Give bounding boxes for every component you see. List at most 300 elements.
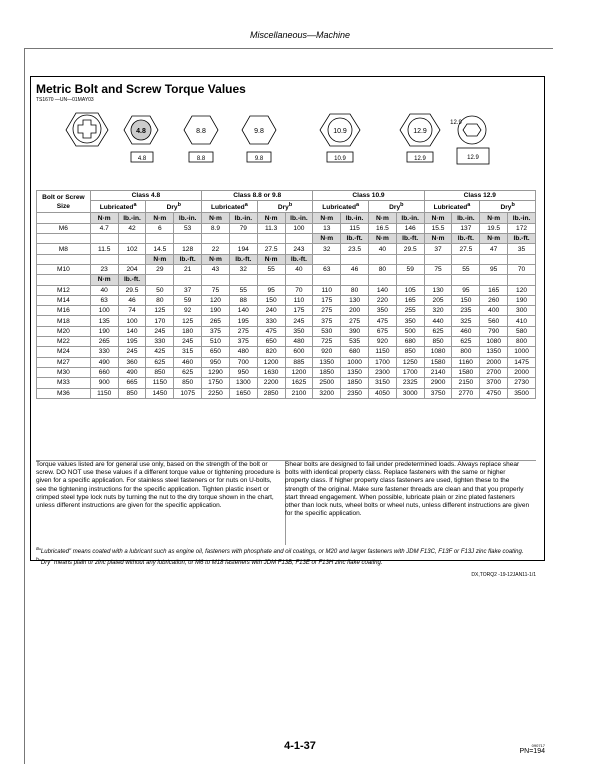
unit-row-spacer — [37, 213, 91, 223]
torque-value-cell: 16.5 — [369, 223, 397, 233]
unit-blank — [202, 234, 230, 244]
table-unit-row — [37, 234, 536, 244]
torque-value-cell: 14.5 — [146, 244, 174, 254]
part-number — [520, 743, 546, 755]
torque-value-cell: 63 — [90, 295, 118, 305]
torque-value-cell: 46 — [341, 264, 369, 274]
torque-value-cell: 75 — [424, 264, 452, 274]
table-row — [37, 264, 536, 274]
unit-blank — [341, 275, 369, 285]
unit-nm: N·m — [369, 213, 397, 223]
bolt-size-cell: M12 — [37, 285, 91, 295]
bolt-size-cell: M20 — [37, 326, 91, 336]
torque-value-cell: 2250 — [202, 388, 230, 398]
torque-value-cell: 475 — [369, 316, 397, 326]
torque-value-cell: 42 — [118, 223, 146, 233]
torque-value-cell: 40 — [369, 244, 397, 254]
torque-value-cell: 900 — [90, 378, 118, 388]
socket-mark-12-9: 12.9 — [450, 120, 462, 126]
torque-value-cell: 275 — [341, 316, 369, 326]
nut-mark-8-8: 8.8 — [196, 156, 206, 162]
torque-value-cell: 300 — [508, 306, 536, 316]
torque-value-cell: 21 — [174, 264, 202, 274]
bolt-head-unmarked — [66, 113, 108, 146]
head-mark-8-8: 8.8 — [196, 128, 206, 135]
bolt-size-cell: M27 — [37, 357, 91, 367]
torque-value-cell: 475 — [257, 326, 285, 336]
table-unit-row — [37, 213, 536, 223]
unit-lb: lb.-ft. — [118, 275, 146, 285]
unit-nm: N·m — [480, 213, 508, 223]
torque-value-cell: 195 — [229, 316, 257, 326]
torque-value-cell: 700 — [229, 357, 257, 367]
torque-value-cell: 1700 — [396, 367, 424, 377]
unit-blank — [118, 234, 146, 244]
torque-value-cell: 2000 — [508, 367, 536, 377]
torque-value-cell: 2300 — [369, 367, 397, 377]
unit-blank — [118, 254, 146, 264]
bolt-head-8-8 — [184, 116, 218, 162]
torque-value-cell: 32 — [313, 244, 341, 254]
torque-value-cell: 1450 — [146, 388, 174, 398]
unit-blank — [313, 275, 341, 285]
unit-nm: N·m — [90, 275, 118, 285]
torque-value-cell: 80 — [146, 295, 174, 305]
torque-value-cell: 425 — [146, 347, 174, 357]
unit-nm: N·m — [424, 234, 452, 244]
table-row — [37, 285, 536, 295]
notes-section — [36, 460, 536, 518]
torque-value-cell: 820 — [257, 347, 285, 357]
torque-value-cell: 530 — [313, 326, 341, 336]
torque-value-cell: 800 — [452, 347, 480, 357]
unit-lb: lb.-ft. — [452, 234, 480, 244]
unit-lb: lb.-in. — [229, 213, 257, 223]
unit-blank — [508, 254, 536, 264]
torque-value-cell: 625 — [146, 357, 174, 367]
class-header-8-8: Class 8.8 or 9.8 — [202, 191, 313, 201]
unit-blank — [285, 234, 313, 244]
torque-value-cell: 2350 — [341, 388, 369, 398]
torque-value-cell: 200 — [341, 306, 369, 316]
torque-value-cell: 1200 — [257, 357, 285, 367]
torque-value-cell: 15.5 — [424, 223, 452, 233]
torque-value-cell: 137 — [452, 223, 480, 233]
torque-value-cell: 29.5 — [118, 285, 146, 295]
torque-value-cell: 195 — [118, 337, 146, 347]
torque-value-cell: 245 — [146, 326, 174, 336]
torque-value-cell: 680 — [396, 337, 424, 347]
unit-blank — [452, 254, 480, 264]
torque-value-cell: 70 — [508, 264, 536, 274]
torque-value-cell: 1700 — [369, 357, 397, 367]
unit-nm: N·m — [146, 254, 174, 264]
torque-value-cell: 235 — [452, 306, 480, 316]
torque-value-cell: 440 — [424, 316, 452, 326]
torque-value-cell: 950 — [202, 357, 230, 367]
nut-mark-12-9: 12.9 — [414, 156, 426, 162]
torque-value-cell: 375 — [313, 316, 341, 326]
torque-value-cell: 140 — [118, 326, 146, 336]
torque-value-cell: 410 — [508, 316, 536, 326]
class-header-4-8: Class 4.8 — [90, 191, 201, 201]
unit-lb: lb.-in. — [396, 213, 424, 223]
lubricated-header: Lubricated$^a$ — [90, 201, 146, 213]
unit-nm: N·m — [424, 213, 452, 223]
unit-lb: lb.-ft. — [285, 254, 313, 264]
torque-value-cell: 510 — [202, 337, 230, 347]
torque-value-cell: 265 — [202, 316, 230, 326]
torque-value-cell: 320 — [424, 306, 452, 316]
torque-value-cell: 4.7 — [90, 223, 118, 233]
note-left: Torque values listed are for general use only, based on the strength of the bolt or screw. DO NOT use these values if a different torque value or tightening procedure is given for a specific application. For stainless steel fasteners or for nuts on U-bolts, see the tightening instructions for the specific application. Tighten plastic insert or crimped steel type lock nuts by turning the nut to the dry torque shown in the chart, unless different instructions are given for the specific application. — [36, 461, 286, 545]
table-body — [37, 213, 536, 398]
torque-value-cell: 100 — [90, 306, 118, 316]
torque-value-cell: 204 — [118, 264, 146, 274]
footnote-b: $^b$"Dry" means plain or zinc plated without any lubrication, or M6 to M18 fasteners with JDM F13B, F13E or F13H zinc flake coating. — [36, 556, 383, 566]
torque-value-cell: 1200 — [285, 367, 313, 377]
torque-value-cell: 100 — [285, 223, 313, 233]
torque-value-cell: 105 — [396, 285, 424, 295]
torque-value-cell: 40 — [285, 264, 313, 274]
torque-value-cell: 330 — [146, 337, 174, 347]
torque-value-cell: 1580 — [424, 357, 452, 367]
table-row — [37, 357, 536, 367]
unit-blank — [174, 275, 202, 285]
torque-value-cell: 255 — [396, 306, 424, 316]
bolt-size-cell: M6 — [37, 223, 91, 233]
torque-value-cell: 120 — [202, 295, 230, 305]
torque-value-cell: 1080 — [424, 347, 452, 357]
unit-lb: lb.-ft. — [341, 234, 369, 244]
torque-value-cell: 1650 — [229, 388, 257, 398]
torque-value-cell: 2700 — [480, 367, 508, 377]
part-number-text: PN=194 — [519, 748, 545, 755]
torque-value-cell: 360 — [118, 357, 146, 367]
torque-value-cell: 1150 — [90, 388, 118, 398]
torque-value-cell: 47 — [480, 244, 508, 254]
torque-value-cell: 8.9 — [202, 223, 230, 233]
torque-value-cell: 27.5 — [452, 244, 480, 254]
torque-value-cell: 665 — [118, 378, 146, 388]
torque-value-cell: 850 — [424, 337, 452, 347]
torque-value-cell: 1625 — [285, 378, 313, 388]
nut-mark-socket-12-9: 12.9 — [467, 155, 479, 161]
torque-value-cell: 315 — [174, 347, 202, 357]
torque-value-cell: 172 — [508, 223, 536, 233]
torque-value-cell: 245 — [118, 347, 146, 357]
torque-value-cell: 11.5 — [90, 244, 118, 254]
torque-value-cell: 29 — [146, 264, 174, 274]
unit-row-spacer — [37, 234, 91, 244]
torque-value-cell: 725 — [313, 337, 341, 347]
head-mark-12-9: 12.9 — [413, 128, 427, 135]
bolt-size-cell: M10 — [37, 264, 91, 274]
torque-value-cell: 22 — [202, 244, 230, 254]
dry-header: Dry$^b$ — [369, 201, 425, 213]
torque-value-cell: 350 — [285, 326, 313, 336]
dry-header: Dry$^b$ — [480, 201, 536, 213]
bolt-head-4-8 — [124, 116, 158, 162]
torque-value-cell: 43 — [202, 264, 230, 274]
nut-mark-4-8: 4.8 — [137, 156, 147, 162]
torque-value-cell: 350 — [369, 306, 397, 316]
torque-value-cell: 650 — [202, 347, 230, 357]
torque-value-cell: 1150 — [146, 378, 174, 388]
torque-value-cell: 55 — [257, 264, 285, 274]
unit-blank — [452, 275, 480, 285]
part-number-date: 090717 — [531, 743, 545, 748]
torque-value-cell: 1630 — [257, 367, 285, 377]
torque-value-cell: 3000 — [396, 388, 424, 398]
torque-value-cell: 3500 — [508, 388, 536, 398]
unit-nm: N·m — [90, 213, 118, 223]
torque-value-cell: 1250 — [396, 357, 424, 367]
torque-value-cell: 580 — [508, 326, 536, 336]
size-header-line2: Size — [56, 202, 70, 210]
torque-value-cell: 1350 — [313, 357, 341, 367]
torque-value-cell: 140 — [229, 306, 257, 316]
table-row — [37, 367, 536, 377]
torque-value-cell: 130 — [341, 295, 369, 305]
bolt-head-9-8 — [242, 116, 276, 162]
unit-lb: lb.-ft. — [229, 254, 257, 264]
torque-value-cell: 79 — [229, 223, 257, 233]
unit-blank — [480, 254, 508, 264]
torque-value-cell: 2325 — [396, 378, 424, 388]
torque-value-cell: 6 — [146, 223, 174, 233]
unit-blank — [229, 275, 257, 285]
torque-value-cell: 80 — [341, 285, 369, 295]
torque-value-cell: 375 — [202, 326, 230, 336]
bolt-size-cell: M36 — [37, 388, 91, 398]
torque-value-cell: 2140 — [424, 367, 452, 377]
class-header-10-9: Class 10.9 — [313, 191, 424, 201]
head-mark-4-8: 4.8 — [136, 128, 146, 135]
table-row — [37, 295, 536, 305]
torque-value-cell: 59 — [174, 295, 202, 305]
nut-mark-9-8: 9.8 — [254, 156, 264, 162]
unit-blank — [285, 275, 313, 285]
torque-value-cell: 135 — [90, 316, 118, 326]
torque-value-cell: 59 — [396, 264, 424, 274]
torque-value-cell: 460 — [452, 326, 480, 336]
head-mark-10-9: 10.9 — [333, 128, 347, 135]
unit-blank — [313, 254, 341, 264]
torque-value-cell: 120 — [508, 285, 536, 295]
footnotes — [36, 546, 536, 567]
torque-value-cell: 27.5 — [257, 244, 285, 254]
torque-value-cell: 535 — [341, 337, 369, 347]
torque-value-cell: 265 — [90, 337, 118, 347]
unit-blank — [369, 275, 397, 285]
torque-value-cell: 190 — [202, 306, 230, 316]
torque-value-cell: 920 — [369, 337, 397, 347]
unit-nm: N·m — [257, 213, 285, 223]
torque-value-cell: 850 — [146, 367, 174, 377]
torque-value-cell: 102 — [118, 244, 146, 254]
table-class-row — [37, 191, 536, 201]
torque-value-cell: 50 — [146, 285, 174, 295]
torque-value-cell: 35 — [508, 244, 536, 254]
torque-value-cell: 1750 — [202, 378, 230, 388]
torque-value-cell: 390 — [341, 326, 369, 336]
torque-value-cell: 4750 — [480, 388, 508, 398]
bolt-head-12-9 — [400, 114, 440, 162]
table-row — [37, 306, 536, 316]
torque-value-cell: 850 — [174, 378, 202, 388]
torque-value-cell: 1000 — [341, 357, 369, 367]
unit-blank — [90, 254, 118, 264]
bolt-size-cell: M33 — [37, 378, 91, 388]
unit-blank — [424, 254, 452, 264]
torque-value-cell: 480 — [229, 347, 257, 357]
unit-blank — [146, 275, 174, 285]
reference-code: DX,TORQ2 -19-12JAN11-1/1 — [471, 572, 536, 578]
torque-value-cell: 4050 — [369, 388, 397, 398]
bolt-size-cell: M22 — [37, 337, 91, 347]
unit-blank — [229, 234, 257, 244]
torque-value-cell: 150 — [452, 295, 480, 305]
unit-lb: lb.-ft. — [396, 234, 424, 244]
torque-value-cell: 660 — [90, 367, 118, 377]
lubricated-header: Lubricated$^a$ — [424, 201, 480, 213]
torque-value-cell: 1300 — [229, 378, 257, 388]
bolt-size-cell: M18 — [37, 316, 91, 326]
unit-blank — [424, 275, 452, 285]
torque-value-cell: 1075 — [174, 388, 202, 398]
torque-value-cell: 95 — [452, 285, 480, 295]
dry-header: Dry$^b$ — [146, 201, 202, 213]
unit-nm: N·m — [202, 213, 230, 223]
torque-value-cell: 2150 — [452, 378, 480, 388]
torque-value-cell: 675 — [369, 326, 397, 336]
page-number: 4-1-37 — [284, 740, 316, 752]
torque-value-cell: 800 — [508, 337, 536, 347]
table-row — [37, 388, 536, 398]
torque-value-cell: 3200 — [313, 388, 341, 398]
torque-value-cell: 275 — [313, 306, 341, 316]
torque-value-cell: 1290 — [202, 367, 230, 377]
torque-value-cell: 920 — [313, 347, 341, 357]
head-mark-9-8: 9.8 — [254, 128, 264, 135]
bolt-size-cell: M24 — [37, 347, 91, 357]
torque-value-cell: 1850 — [313, 367, 341, 377]
note-right: Shear bolts are designed to fail under predetermined loads. Always replace shear bolts with identical property class. Replace fasteners with the same or higher property class. If higher property class fasteners are used, tighten these to the strength of the original. Make sure fastener threads are clean and that you properly start thread engagement. When possible, lubricate plain or zinc plated fasteners other than lock nuts, wheel bolts or wheel nuts, unless different instructions are given for the specific application. — [285, 461, 530, 518]
torque-value-cell: 80 — [369, 264, 397, 274]
size-header-line1: Bolt or Screw — [42, 193, 85, 201]
torque-value-cell: 330 — [90, 347, 118, 357]
lubricated-header: Lubricated$^a$ — [313, 201, 369, 213]
nut-mark-10-9: 10.9 — [334, 156, 346, 162]
torque-value-cell: 245 — [174, 337, 202, 347]
torque-value-cell: 92 — [174, 306, 202, 316]
unit-blank — [174, 234, 202, 244]
unit-row-spacer — [37, 275, 91, 285]
unit-lb: lb.-ft. — [508, 234, 536, 244]
bolt-size-cell: M8 — [37, 244, 91, 254]
unit-row-spacer — [37, 254, 91, 264]
torque-value-cell: 2770 — [452, 388, 480, 398]
torque-value-cell: 375 — [229, 337, 257, 347]
page-title: Metric Bolt and Screw Torque Values — [36, 82, 246, 96]
table-row — [37, 337, 536, 347]
torque-value-cell: 2900 — [424, 378, 452, 388]
table-row — [37, 316, 536, 326]
torque-value-cell: 850 — [396, 347, 424, 357]
torque-value-cell: 46 — [118, 295, 146, 305]
torque-value-cell: 70 — [285, 285, 313, 295]
unit-lb: lb.-in. — [508, 213, 536, 223]
torque-value-cell: 180 — [174, 326, 202, 336]
torque-value-cell: 600 — [285, 347, 313, 357]
torque-value-cell: 175 — [313, 295, 341, 305]
torque-value-cell: 1350 — [341, 367, 369, 377]
unit-lb: lb.-in. — [174, 213, 202, 223]
bolt-size-cell: M30 — [37, 367, 91, 377]
torque-value-cell: 680 — [341, 347, 369, 357]
unit-blank — [202, 275, 230, 285]
unit-blank — [369, 254, 397, 264]
size-header — [37, 191, 91, 213]
unit-lb: lb.-in. — [452, 213, 480, 223]
torque-value-cell: 19.5 — [480, 223, 508, 233]
torque-value-cell: 11.3 — [257, 223, 285, 233]
torque-value-cell: 125 — [146, 306, 174, 316]
torque-value-cell: 490 — [118, 367, 146, 377]
torque-value-cell: 74 — [118, 306, 146, 316]
bolt-head-10-9 — [320, 114, 360, 162]
torque-value-cell: 1580 — [452, 367, 480, 377]
torque-value-cell: 400 — [480, 306, 508, 316]
unit-nm: N·m — [313, 234, 341, 244]
unit-blank — [146, 234, 174, 244]
torque-value-cell: 500 — [396, 326, 424, 336]
torque-value-cell: 194 — [229, 244, 257, 254]
unit-nm: N·m — [480, 234, 508, 244]
unit-blank — [257, 275, 285, 285]
unit-nm: N·m — [369, 234, 397, 244]
page-section-header: Miscellaneous—Machine — [249, 30, 351, 40]
unit-blank — [396, 254, 424, 264]
unit-nm: N·m — [202, 254, 230, 264]
torque-value-cell: 128 — [174, 244, 202, 254]
torque-value-cell: 790 — [480, 326, 508, 336]
unit-blank — [341, 254, 369, 264]
torque-value-cell: 175 — [285, 306, 313, 316]
unit-nm: N·m — [257, 254, 285, 264]
torque-value-cell: 23.5 — [341, 244, 369, 254]
torque-value-cell: 2730 — [508, 378, 536, 388]
torque-value-cell: 3700 — [480, 378, 508, 388]
unit-nm: N·m — [146, 213, 174, 223]
table-row — [37, 326, 536, 336]
torque-value-cell: 240 — [257, 306, 285, 316]
torque-value-cell: 350 — [396, 316, 424, 326]
torque-value-cell: 23 — [90, 264, 118, 274]
torque-value-cell: 32 — [229, 264, 257, 274]
torque-value-cell: 480 — [285, 337, 313, 347]
torque-value-cell: 2100 — [285, 388, 313, 398]
torque-value-cell: 165 — [480, 285, 508, 295]
torque-value-cell: 110 — [313, 285, 341, 295]
torque-value-cell: 650 — [257, 337, 285, 347]
torque-value-cell: 490 — [90, 357, 118, 367]
torque-value-cell: 190 — [90, 326, 118, 336]
table-unit-row — [37, 275, 536, 285]
table-row — [37, 378, 536, 388]
torque-value-cell: 125 — [174, 316, 202, 326]
